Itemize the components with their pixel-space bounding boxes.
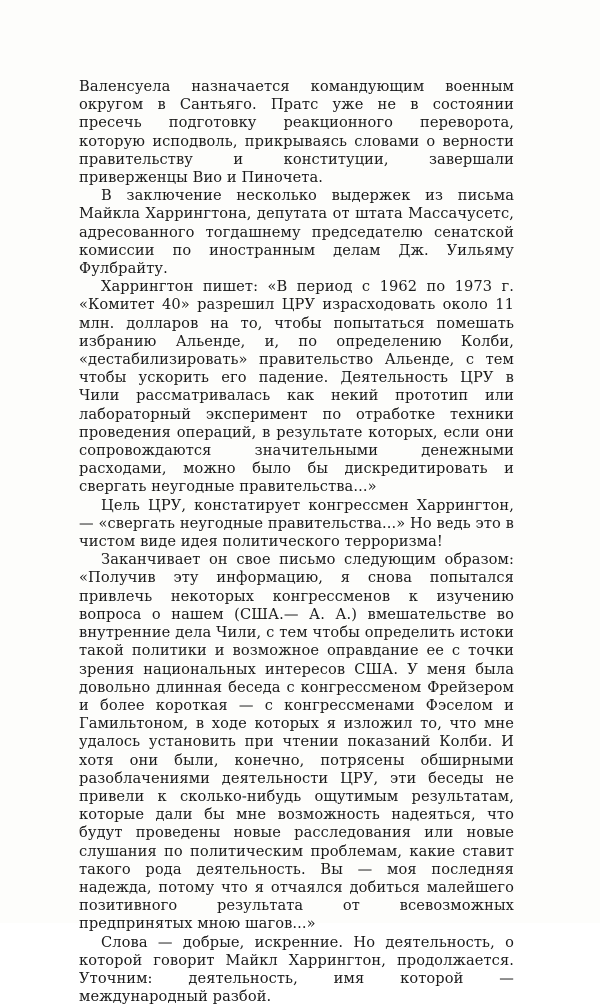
body-text: [79, 78, 514, 1006]
paragraph-6: Слова — добрые, искренние. Но деятельность, о которой говорит Майкл Харрингтон, продолжается. Уточним: деятельность, имя которой — международный разбой.: [79, 933, 514, 1006]
paragraph-1: Валенсуела назначается командующим военным округом в Сантьяго. Пратс уже не в состоянии пресечь подготовку реакционного переворота, которую исподволь, прикрываясь словами о верности правительству и конституции, завершали приверженцы Вио и Пиночета.: [79, 78, 514, 187]
paragraph-4: Цель ЦРУ, констатирует конгрессмен Харрингтон,— «свергать неугодные правительства...» Но ведь это в чистом виде идея политического терроризма!: [79, 496, 514, 551]
paragraph-3: Харрингтон пишет: «В период с 1962 по 1973 г. «Комитет 40» разрешил ЦРУ израсходовать около 11 млн. долларов на то, чтобы попытаться помешать избранию Альенде, и, по определению Колби, «дестабилизировать» правительство Альенде, с тем чтобы ускорить его падение. Деятельность ЦРУ в Чили рассматривалась как некий прототип или лабораторный эксперимент по отработке техники проведения операций, в результате которых, если они сопровождаются значительными денежными расходами, можно было бы дискредитировать и свергать неугодные правительства...»: [79, 278, 514, 496]
paragraph-5: Заканчивает он свое письмо следующим образом: «Получив эту информацию, я снова попытался привлечь некоторых конгрессменов к изучению вопроса о нашем (США.— А. А.) вмешательстве во внутренние дела Чили, с тем чтобы определить истоки такой политики и возможное оправдание ее с точки зрения национальных интересов США. У меня была довольно длинная беседа с конгрессменом Фрейзером и более короткая — с конгрессменами Фэселом и Гамильтоном, в ходе которых я изложил то, что мне удалось установить при чтении показаний Колби. И хотя они были, конечно, потрясены обширными разоблачениями деятельности ЦРУ, эти беседы не привели к сколько-нибудь ощутимым результатам, которые дали бы мне возможность надеяться, что будут проведены новые расследования или новые слушания по политическим проблемам, какие ставит такого рода деятельность. Вы — моя последняя надежда, потому что я отчаялся добиться малейшего позитивного результата от всевозможных предпринятых мною шагов...»: [79, 551, 514, 933]
paragraph-2: В заключение несколько выдержек из письма Майкла Харрингтона, депутата от штата Массачусетс, адресованного тогдашнему председателю сенатской комиссии по иностранным делам Дж. Уильяму Фулбрайту.: [79, 187, 514, 278]
